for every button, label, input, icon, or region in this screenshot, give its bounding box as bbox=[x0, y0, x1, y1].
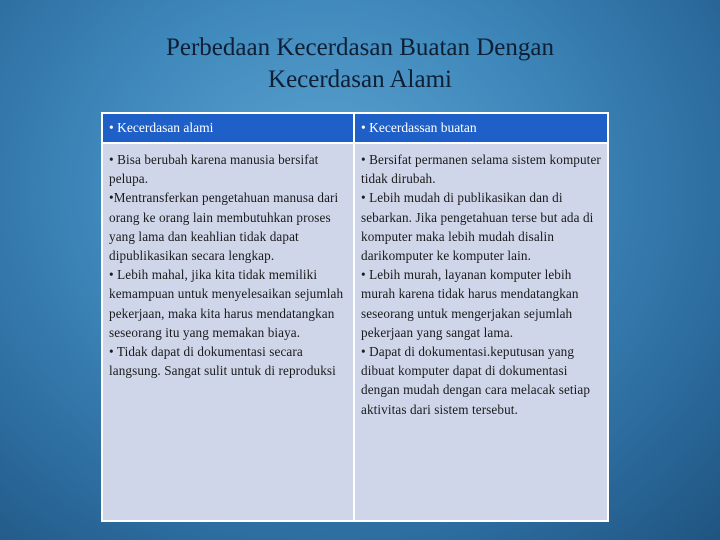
slide-title bbox=[0, 32, 720, 96]
table-header-row bbox=[102, 113, 608, 143]
header-natural-intelligence: • Kecerdasan alami bbox=[102, 113, 354, 143]
cell-artificial-intelligence bbox=[354, 143, 608, 521]
cell-natural-intelligence bbox=[102, 143, 354, 521]
cell-artificial-intelligence-text: • Bersifat permanen selama sistem komputer tidak dirubah. • Lebih mudah di publikasikan dan di sebarkan. Jika pengetahuan terse but ada di komputer maka lebih mudah disalin darikomputer ke komputer lain. • Lebih murah, layanan komputer lebih murah karena tidak harus mendatangkan seseorang untuk mengerjakan sejumlah pekerjaan yang sangat lama. • Dapat di dokumentasi.keputusan yang dibuat komputer dapat di dokumentasi dengan mudah dengan cara melacak setiap aktivitas dari sistem tersebut. bbox=[361, 152, 601, 417]
slide-title-line-2: Kecerdasan Alami bbox=[268, 66, 452, 93]
comparison-table bbox=[101, 112, 609, 522]
slide-title-line-1: Perbedaan Kecerdasan Buatan Dengan bbox=[165, 34, 554, 61]
header-artificial-intelligence: • Kecerdassan buatan bbox=[354, 113, 608, 143]
cell-natural-intelligence-text: • Bisa berubah karena manusia bersifat pelupa. •Mentransferkan pengetahuan manusa dari orang ke orang lain membutuhkan proses yang lama dan keahlian tidak dapat dipublikasikan secara lengkap. • Lebih mahal, jika kita tidak memiliki kemampuan untuk menyelesaikan sejumlah pekerjaan, maka kita harus mendatangkan seseorang itu yang memakan biaya. • Tidak dapat di dokumentasi secara langsung. Sangat sulit untuk di reproduksi bbox=[109, 152, 344, 379]
table-row bbox=[102, 143, 608, 521]
